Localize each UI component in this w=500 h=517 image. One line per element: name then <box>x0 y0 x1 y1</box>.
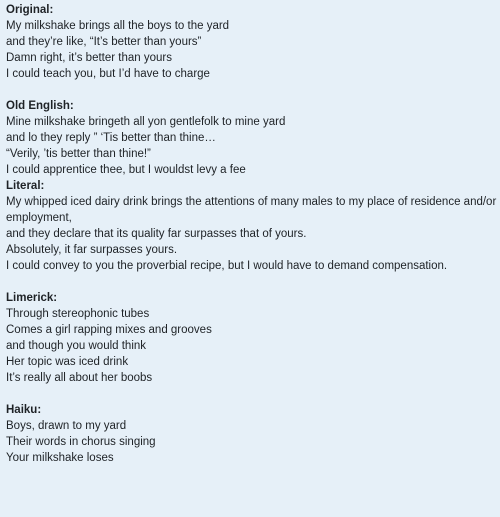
section-literal <box>6 178 497 274</box>
text-line: My whipped iced dairy drink brings the attentions of many males to my place of residence and/or <box>6 196 497 208</box>
text-line: Through stereophonic tubes <box>6 308 150 320</box>
section-title: Old English: <box>6 100 74 112</box>
section-spacer <box>6 386 494 402</box>
text-line: and they declare that its quality far surpasses that of yours. <box>6 228 307 240</box>
text-line: Boys, drawn to my yard <box>6 420 127 432</box>
section-title: Original: <box>6 4 54 16</box>
text-line: “Verily, ’tis better than thine!” <box>6 148 151 160</box>
text-line: I could teach you, but I’d have to charge <box>6 68 210 80</box>
section-spacer <box>6 274 494 290</box>
section-title: Literal: <box>6 180 45 192</box>
text-line: It’s really all about her boobs <box>6 372 153 384</box>
section-original <box>6 2 494 82</box>
text-line: and though you would think <box>6 340 147 352</box>
text-line: and they’re like, “It’s better than yours” <box>6 36 202 48</box>
section-old-english <box>6 98 494 178</box>
section-title: Limerick: <box>6 292 58 304</box>
text-line: and lo they reply ” ‘Tis better than thine… <box>6 132 216 144</box>
text-line: My milkshake brings all the boys to the yard <box>6 20 230 32</box>
text-line: Mine milkshake bringeth all yon gentlefolk to mine yard <box>6 116 286 128</box>
text-line: Comes a girl rapping mixes and grooves <box>6 324 212 336</box>
text-line: employment, <box>6 212 72 224</box>
section-limerick <box>6 290 494 386</box>
text-line: Their words in chorus singing <box>6 436 156 448</box>
section-title: Haiku: <box>6 404 42 416</box>
text-line: Damn right, it’s better than yours <box>6 52 172 64</box>
text-line: I could convey to you the proverbial recipe, but I would have to demand compensation. <box>6 260 448 272</box>
text-line: I could apprentice thee, but I wouldst levy a fee <box>6 164 246 176</box>
section-haiku <box>6 402 494 466</box>
text-line: Absolutely, it far surpasses yours. <box>6 244 178 256</box>
text-line: Her topic was iced drink <box>6 356 129 368</box>
text-line: Your milkshake loses <box>6 452 114 464</box>
section-spacer <box>6 82 494 98</box>
